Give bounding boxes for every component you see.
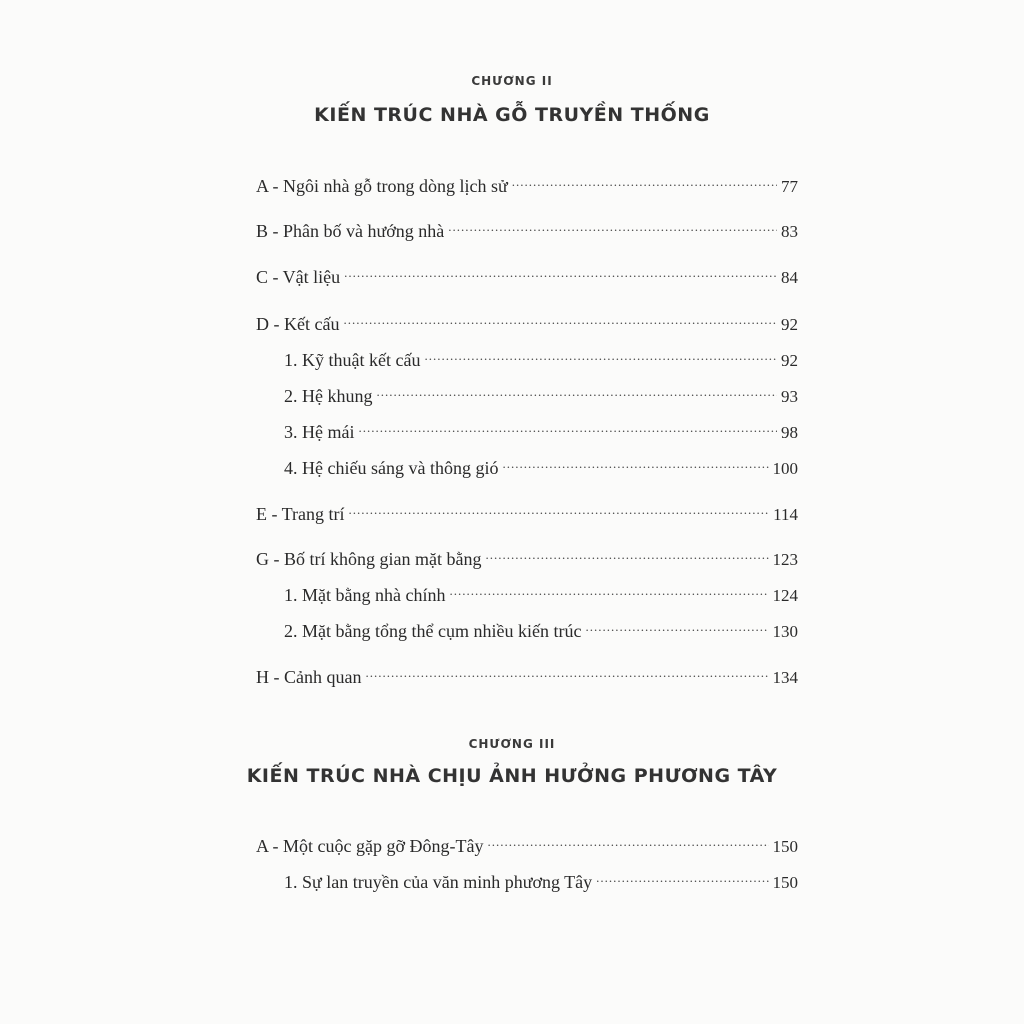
toc-subentry [284,344,798,372]
toc-entry-label: C - Vật liệu [256,267,341,287]
toc-entry [256,498,798,526]
toc-entry-page: 98 [781,423,798,442]
toc-entry-page: 92 [781,351,798,370]
chapter-2-title: KIẾN TRÚC NHÀ GỖ TRUYỀN THỐNG [314,104,710,126]
toc-entry-page: 84 [781,268,798,287]
toc-entry-label: B - Phân bố và hướng nhà [256,221,445,241]
toc-entry-page: 92 [781,315,798,334]
leader-dots [512,170,777,192]
leader-dots [377,380,778,402]
leader-dots [344,261,777,283]
toc-entry-label: A - Một cuộc gặp gỡ Đông-Tây [256,836,484,856]
leader-dots [358,416,777,438]
toc-entry-page: 77 [781,177,798,196]
toc-subentry [284,380,798,408]
toc-entry-label: 2. Hệ khung [284,386,373,406]
toc-entry-page: 114 [773,505,798,524]
toc-entry-page: 83 [781,222,798,241]
toc-entry-page: 134 [772,668,798,687]
leader-dots [349,498,770,520]
toc-entry-label: 4. Hệ chiếu sáng và thông gió [284,458,499,478]
toc-entry-label: H - Cảnh quan [256,667,362,687]
toc-entry-page: 100 [772,459,798,478]
toc-entry-label: E - Trang trí [256,504,345,524]
toc-entry-page: 130 [772,622,798,641]
toc-entry [256,543,798,571]
chapter-2-label: CHƯƠNG II [471,74,553,88]
toc-entry-page: 124 [772,586,798,605]
leader-dots [449,579,768,601]
leader-dots [502,452,768,474]
toc-entry-label: D - Kết cấu [256,314,340,334]
toc-entry-page: 93 [781,387,798,406]
leader-dots [424,344,777,366]
leader-dots [485,543,768,565]
toc-entry-page: 123 [772,550,798,569]
toc-entry [256,170,798,198]
toc-entry-page: 150 [772,837,798,856]
toc-entry-label: 1. Sự lan truyền của văn minh phương Tây [284,872,593,892]
leader-dots [343,308,777,330]
leader-dots [448,215,777,237]
toc-entry-label: G - Bố trí không gian mặt bằng [256,549,482,569]
toc-subentry [284,416,798,444]
toc-entry [256,215,798,243]
toc-entry-label: 1. Kỹ thuật kết cấu [284,350,421,370]
leader-dots [585,615,768,637]
toc-subentry [284,579,798,607]
leader-dots [596,866,768,888]
toc-subentry [284,452,798,480]
chapter-3-label: CHƯƠNG III [468,737,556,751]
toc-entry-label: 3. Hệ mái [284,422,355,442]
toc-entry-page: 150 [772,873,798,892]
toc-entry-label: A - Ngôi nhà gỗ trong dòng lịch sử [256,176,508,196]
toc-entry [256,308,798,336]
leader-dots [487,830,768,852]
toc-entry-label: 2. Mặt bằng tổng thể cụm nhiều kiến trúc [284,621,582,641]
toc-entry-label: 1. Mặt bằng nhà chính [284,585,446,605]
toc-subentry [284,615,798,643]
toc-entry [256,661,798,689]
toc-subentry [284,866,798,894]
toc-entry [256,830,798,858]
chapter-3-title: KIẾN TRÚC NHÀ CHỊU ẢNH HƯỞNG PHƯƠNG TÂY [246,765,778,787]
leader-dots [365,661,768,683]
toc-entry [256,261,798,289]
